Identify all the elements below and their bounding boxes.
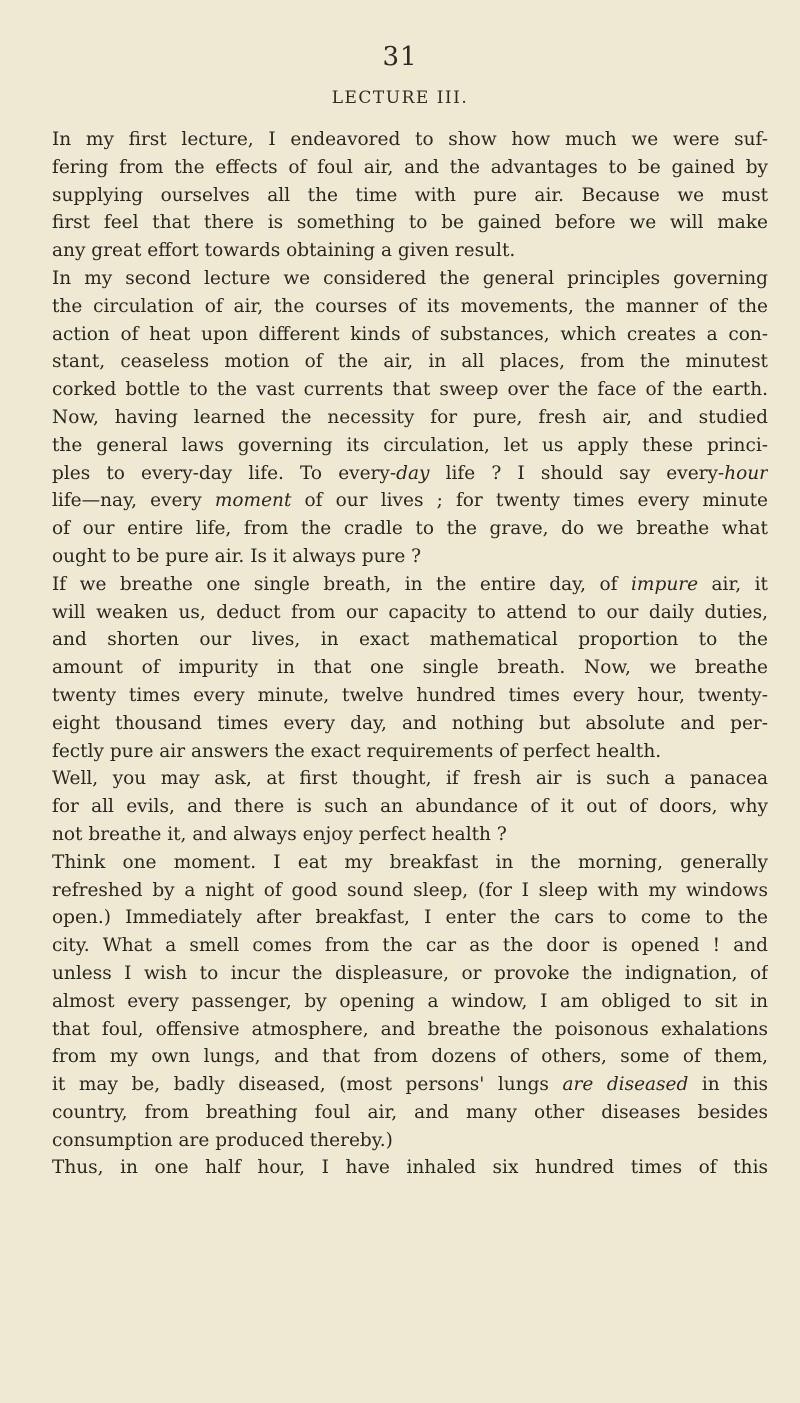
text-line	[52, 571, 768, 599]
text-line	[52, 515, 768, 543]
text-line	[52, 738, 768, 766]
text-segment: open.) Immediately after breakfast, I enter the cars to come to the	[52, 907, 768, 929]
text-segment: corked bottle to the vast currents that sweep over the face of the earth.	[52, 379, 768, 401]
text-line	[52, 765, 768, 793]
text-line	[52, 849, 768, 877]
text-line	[52, 126, 768, 154]
text-segment: supplying ourselves all the time with pure air. Because we must	[52, 184, 768, 206]
text-line	[52, 182, 768, 210]
text-line	[52, 710, 768, 738]
text-line	[52, 932, 768, 960]
text-segment: air, it	[698, 573, 768, 595]
text-segment: for all evils, and there is such an abundance of it out of doors, why	[52, 796, 768, 818]
text-line	[52, 793, 768, 821]
text-line	[52, 1154, 768, 1182]
italic-text: hour	[724, 462, 768, 484]
text-segment: almost every passenger, by opening a window, I am obliged to sit in	[52, 990, 768, 1012]
chapter-heading: LECTURE III.	[331, 88, 469, 108]
text-segment: city. What a smell comes from the car as the door is opened ! and	[52, 935, 768, 957]
text-line	[52, 348, 768, 376]
text-line	[52, 293, 768, 321]
text-segment: ples to every-day life. To every-	[52, 462, 397, 484]
text-segment: the circulation of air, the courses of its movements, the manner of the	[52, 295, 768, 317]
text-line	[52, 321, 768, 349]
italic-text: day	[396, 462, 430, 484]
text-segment: stant, ceaseless motion of the air, in all places, from the minutest	[52, 351, 768, 373]
text-line	[52, 543, 768, 571]
text-segment: the general laws governing its circulation, let us apply these princi-	[52, 434, 768, 456]
text-segment: of our entire life, from the cradle to the grave, do we breathe what	[52, 518, 768, 540]
text-segment: life ? I should say every-	[429, 462, 725, 484]
text-line	[52, 1016, 768, 1044]
text-segment: If we breathe one single breath, in the entire day, of	[52, 573, 632, 595]
text-line	[52, 432, 768, 460]
text-segment: In my second lecture we considered the general principles governing	[52, 267, 768, 289]
text-segment: action of heat upon different kinds of substances, which creates a con-	[52, 323, 768, 345]
text-segment: Now, having learned the necessity for pure, fresh air, and studied	[52, 406, 768, 428]
text-segment: twenty times every minute, twelve hundred times every hour, twenty-	[52, 684, 768, 706]
text-segment: In my first lecture, I endeavored to show how much we were suf-	[52, 129, 768, 150]
text-line	[52, 988, 768, 1016]
text-segment: fering from the effects of foul air, and the advantages to be gained by	[52, 156, 768, 178]
text-line	[52, 154, 768, 182]
text-segment: refreshed by a night of good sound sleep, (for I sleep with my windows	[52, 879, 768, 901]
text-line	[52, 626, 768, 654]
text-line	[52, 654, 768, 682]
text-line	[52, 960, 768, 988]
text-segment: of our lives ; for twenty times every minute	[291, 490, 768, 512]
text-line	[52, 404, 768, 432]
text-segment: consumption are produced thereby.)	[52, 1129, 393, 1151]
text-segment: Well, you may ask, at first thought, if fresh air is such a panacea	[52, 768, 768, 790]
text-segment: ought to be pure air. Is it always pure ?	[52, 545, 422, 567]
text-segment: that foul, offensive atmosphere, and breathe the poisonous exhalations	[52, 1018, 768, 1040]
italic-text: moment	[214, 490, 292, 512]
text-line	[52, 599, 768, 627]
text-segment: it may be, badly diseased, (most persons' lungs	[52, 1074, 563, 1096]
text-segment: Thus, in one half hour, I have inhaled six hundred times of this	[52, 1157, 768, 1179]
text-line	[52, 1043, 768, 1071]
italic-text: are diseased	[562, 1074, 689, 1096]
text-line	[52, 1071, 768, 1099]
text-line	[52, 821, 768, 849]
text-segment: fectly pure air answers the exact requirements of perfect health.	[52, 740, 662, 762]
text-segment: not breathe it, and always enjoy perfect health ?	[52, 823, 507, 845]
text-segment: any great effort towards obtaining a given result.	[52, 240, 516, 262]
text-segment: Think one moment. I eat my breakfast in the morning, generally	[52, 851, 768, 873]
text-segment: life—nay, every	[52, 490, 215, 512]
text-segment: will weaken us, deduct from our capacity to attend to our daily duties,	[52, 601, 768, 623]
text-line	[52, 904, 768, 932]
text-line	[52, 237, 768, 265]
text-line	[52, 877, 768, 905]
text-line	[52, 487, 768, 515]
body-text	[52, 126, 768, 1182]
text-segment: first feel that there is something to be gained before we will make	[52, 212, 768, 234]
italic-text: impure	[631, 573, 699, 595]
text-segment: country, from breathing foul air, and many other diseases besides	[52, 1101, 768, 1123]
text-segment: amount of impurity in that one single breath. Now, we breathe	[52, 657, 768, 679]
text-segment: unless I wish to incur the displeasure, or provoke the indignation, of	[52, 962, 768, 984]
text-segment: from my own lungs, and that from dozens of others, some of them,	[52, 1046, 768, 1068]
text-line	[52, 376, 768, 404]
text-line	[52, 1099, 768, 1127]
text-segment: and shorten our lives, in exact mathematical proportion to the	[52, 629, 768, 651]
text-line	[52, 682, 768, 710]
text-line	[52, 460, 768, 488]
page-number: 31	[382, 42, 418, 72]
text-line	[52, 209, 768, 237]
text-segment: in this	[688, 1074, 768, 1096]
text-line	[52, 265, 768, 293]
text-segment: eight thousand times every day, and nothing but absolute and per-	[52, 712, 768, 734]
text-line	[52, 1127, 768, 1155]
